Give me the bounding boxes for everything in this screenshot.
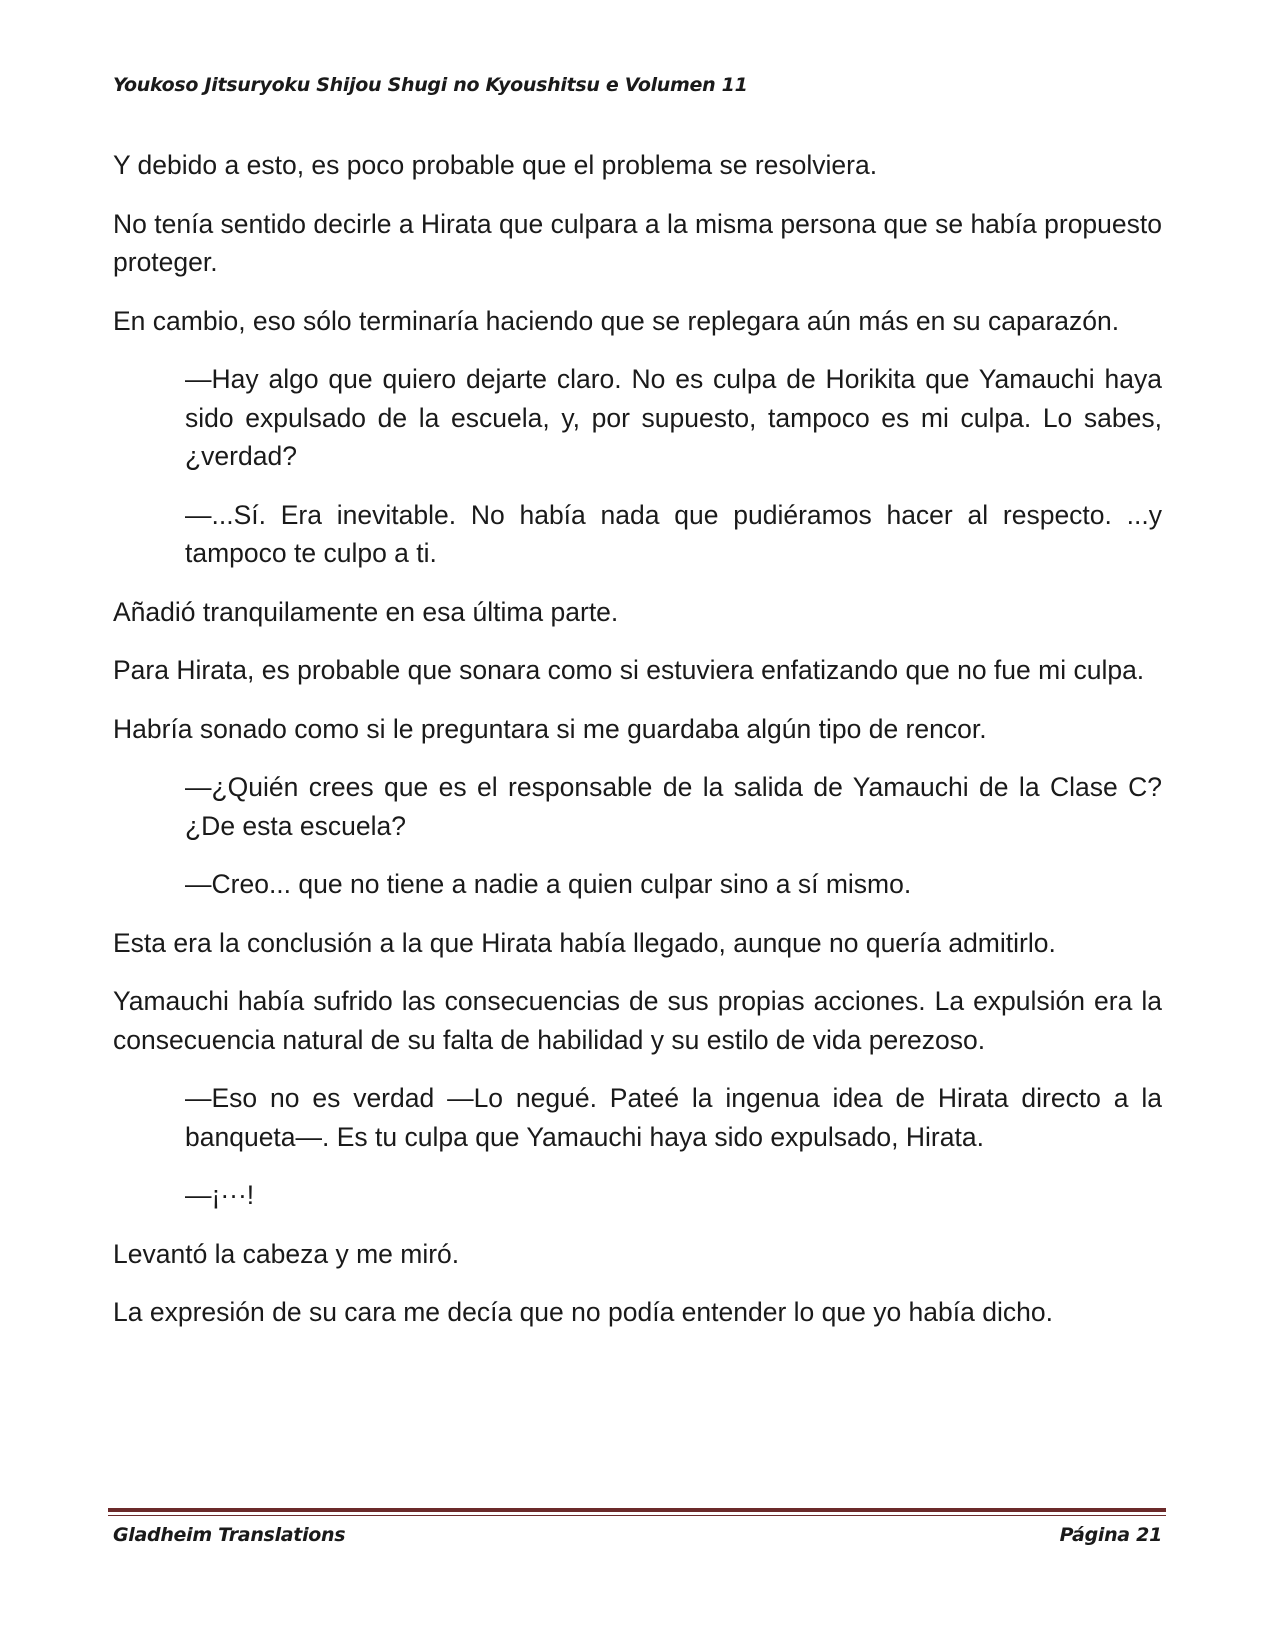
- paragraph: Para Hirata, es probable que sonara como si estuviera enfatizando que no fue mi culpa.: [113, 655, 1145, 685]
- paragraph: Yamauchi había sufrido las consecuencias de sus propias acciones. La expulsión era la consecuencia natural de su falta de habilidad y su estilo de vida perezoso.: [113, 986, 1162, 1055]
- running-header: Youkoso Jitsuryoku Shijou Shugi no Kyoushitsu e Volumen 11: [113, 74, 748, 96]
- footer-credit: Gladheim Translations: [113, 1524, 346, 1546]
- footer-rule: [108, 1508, 1166, 1512]
- page-number: Página 21: [1059, 1524, 1162, 1546]
- dialog-line: —¡···!: [185, 1180, 255, 1210]
- page-body: [113, 146, 1162, 1352]
- dialog-line: —...Sí. Era inevitable. No había nada que pudiéramos hacer al respecto. ...y tampoco te culpo a ti.: [185, 499, 1162, 568]
- dialog-line: —¿Quién crees que es el responsable de la salida de Yamauchi de la Clase C? ¿De esta escuela?: [185, 772, 1162, 841]
- paragraph: No tenía sentido decirle a Hirata que culpara a la misma persona que se había propuesto proteger.: [113, 208, 1162, 277]
- paragraph: Levantó la cabeza y me miró.: [113, 1238, 460, 1269]
- paragraph: Y debido a esto, es poco probable que el problema se resolviera.: [113, 150, 878, 180]
- paragraph: Habría sonado como si le preguntara si me guardaba algún tipo de rencor.: [113, 713, 987, 744]
- paragraph: Esta era la conclusión a la que Hirata había llegado, aunque no quería admitirlo.: [113, 927, 1056, 958]
- footer-rule-thin: [108, 1515, 1166, 1516]
- paragraph: En cambio, eso sólo terminaría haciendo que se replegara aún más en su caparazón.: [113, 305, 1120, 336]
- dialog-line: —Eso no es verdad —Lo negué. Pateé la ingenua idea de Hirata directo a la banqueta—. Es tu culpa que Yamauchi haya sido expulsado, Hirata.: [185, 1083, 1162, 1152]
- paragraph: La expresión de su cara me decía que no podía entender lo que yo había dicho.: [113, 1297, 1053, 1327]
- paragraph: Añadió tranquilamente en esa última parte.: [113, 596, 619, 627]
- dialog-line: —Hay algo que quiero dejarte claro. No es culpa de Horikita que Yamauchi haya sido expulsado de la escuela, y, por supuesto, tampoco es mi culpa. Lo sabes, ¿verdad?: [185, 364, 1162, 471]
- dialog-line: —Creo... que no tiene a nadie a quien culpar sino a sí mismo.: [185, 869, 912, 899]
